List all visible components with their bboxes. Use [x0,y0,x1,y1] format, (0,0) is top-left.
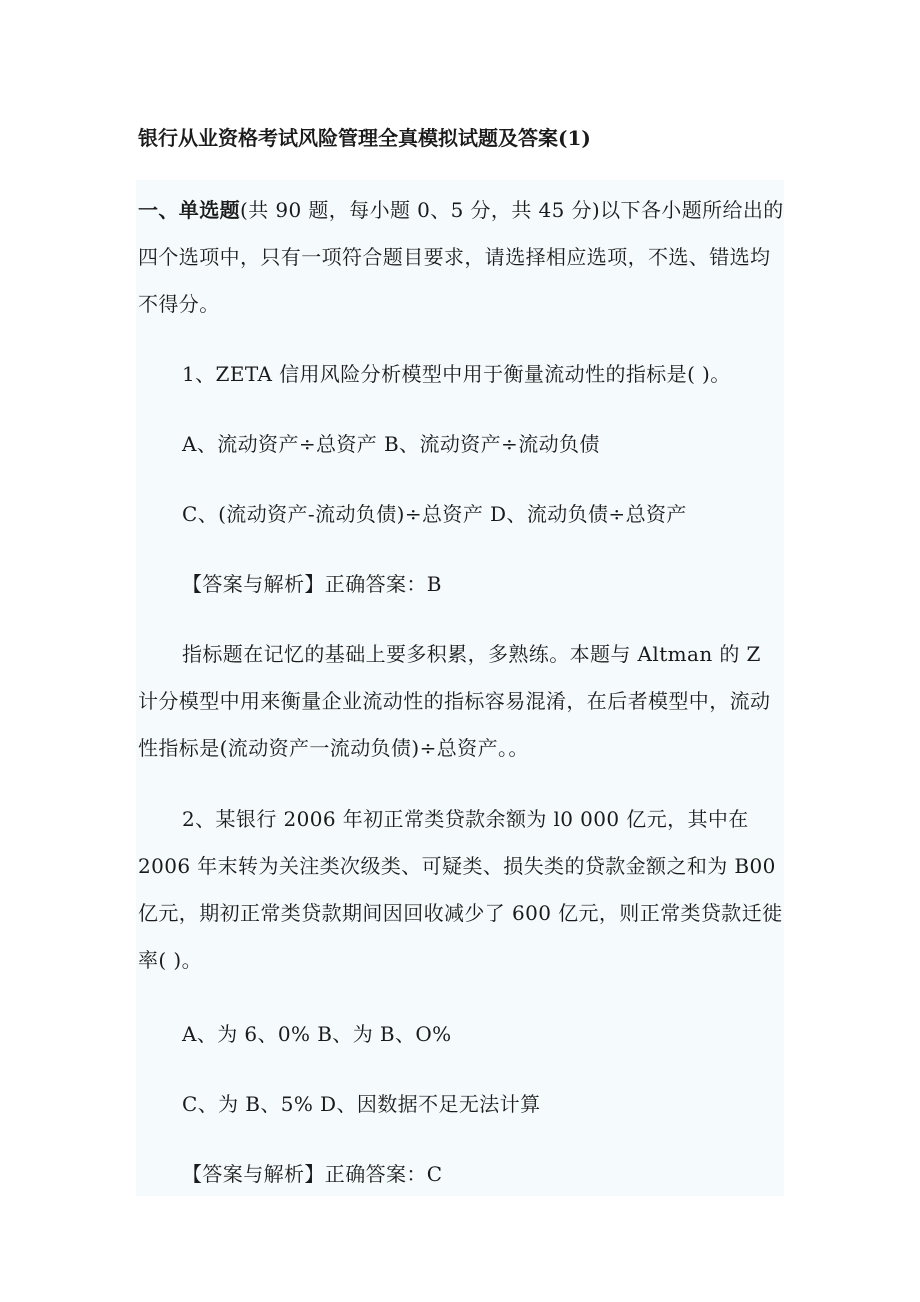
question-2-stem: 2、某银行 2006 年初正常类贷款余额为 l0 000 亿元，其中在 2006 年末转为关注类次级类、可疑类、损失类的贷款金额之和为 B00 亿元，期初正常类贷款期间因回收减少了 600 亿元，则正常类贷款迁徙率( )。 [138,807,783,972]
question-1-stem: 1、ZETA 信用风险分析模型中用于衡量流动性的指标是( )。 [182,362,731,386]
section-heading: 一、单选题 [138,198,240,222]
question-1-explanation: 指标题在记忆的基础上要多积累，多熟练。本题与 Altman 的 Z 计分模型中用来衡量企业流动性的指标容易混淆，在后者模型中，流动性指标是(流动资产一流动负债)÷总资产。。 [138,642,771,760]
question-1-answer: 【答案与解析】正确答案：B [182,572,442,596]
document-title: 银行从业资格考试风险管理全真模拟试题及答案(1) [138,126,591,150]
section-intro [138,187,784,328]
question-1-options-cd: C、(流动资产-流动负债)÷总资产 D、流动负债÷总资产 [182,502,687,526]
question-2-answer: 【答案与解析】正确答案：C [182,1162,443,1186]
section-instructions: (共 90 题，每小题 0、5 分，共 45 分)以下各小题所给出的四个选项中，只有一项符合题目要求，请选择相应选项，不选、错选均不得分。 [138,198,784,316]
question-2-options-cd: C、为 B、5% D、因数据不足无法计算 [182,1092,541,1116]
question-1-options-ab: A、流动资产÷总资产 B、流动资产÷流动负债 [182,432,600,456]
question-2-options-ab: A、为 6、0% B、为 B、O% [182,1022,452,1046]
